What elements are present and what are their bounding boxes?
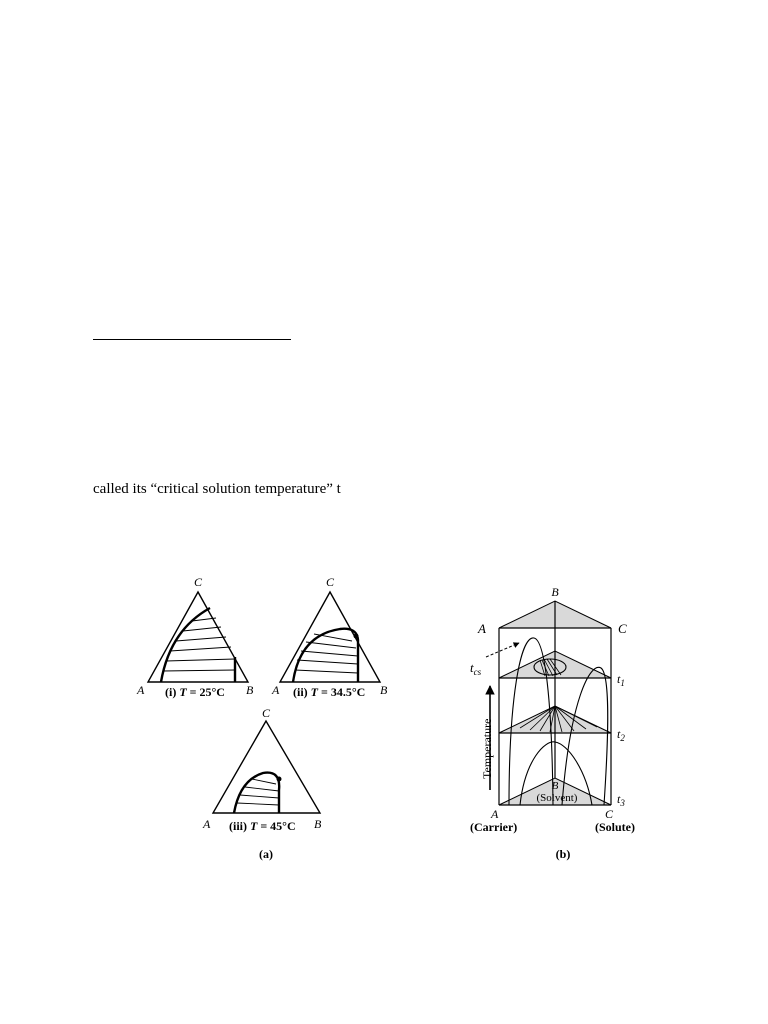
carrier-label: (Carrier) — [470, 820, 518, 834]
ternary-diagram-ii — [271, 575, 388, 699]
base-a-label: A — [491, 807, 499, 821]
figure-a — [136, 575, 388, 861]
tie-lines — [295, 634, 358, 673]
t3-label: $t_3$ — [617, 792, 625, 808]
vertex-a-label: A — [272, 683, 280, 697]
vertex-c-label: C — [261, 706, 271, 720]
figure-b-caption: (b) — [555, 847, 571, 861]
panel-label: (ii) T = 34.5°C — [293, 685, 366, 699]
vertex-c-label: C — [193, 575, 203, 589]
vertex-a-label: A — [137, 683, 145, 697]
temperature-axis-label: Temperature — [480, 718, 494, 779]
panel-label: (iii) T = 45°C — [229, 819, 296, 833]
vertex-b-label: B — [380, 683, 388, 697]
vertex-a-label: A — [203, 817, 211, 831]
tcs-label: $t_{cs}$ — [470, 660, 482, 677]
tie-lines — [237, 779, 279, 805]
t1-label: $t_1$ — [617, 672, 625, 688]
base-c-label: C — [605, 807, 614, 821]
binodal-curve — [234, 773, 279, 813]
vertex-b-label: B — [314, 817, 322, 831]
top-b-label: B — [551, 585, 559, 599]
figure-b — [470, 585, 635, 861]
solute-label: (Solute) — [595, 820, 635, 834]
solvent-label: (Solvent) — [536, 792, 578, 804]
top-a-label: A — [478, 621, 486, 636]
base-b-label: B — [551, 780, 559, 792]
plait-point — [277, 777, 282, 782]
plait-point — [354, 634, 359, 639]
ternary-diagram-i — [136, 575, 254, 699]
top-c-label: C — [618, 621, 627, 636]
tcs-pointer-arrow — [486, 643, 519, 657]
ternary-diagram-iii — [202, 706, 322, 833]
triangle-outline — [213, 721, 320, 813]
vertex-b-label: B — [246, 683, 254, 697]
panel-label: (i) T = 25°C — [165, 685, 225, 699]
body-text-line: called its “critical solution temperature” t — [93, 481, 341, 497]
figure-a-caption: (a) — [259, 847, 273, 861]
prism-edges — [499, 601, 611, 805]
vertex-c-label: C — [325, 575, 335, 589]
t2-label: $t_2$ — [617, 727, 625, 743]
